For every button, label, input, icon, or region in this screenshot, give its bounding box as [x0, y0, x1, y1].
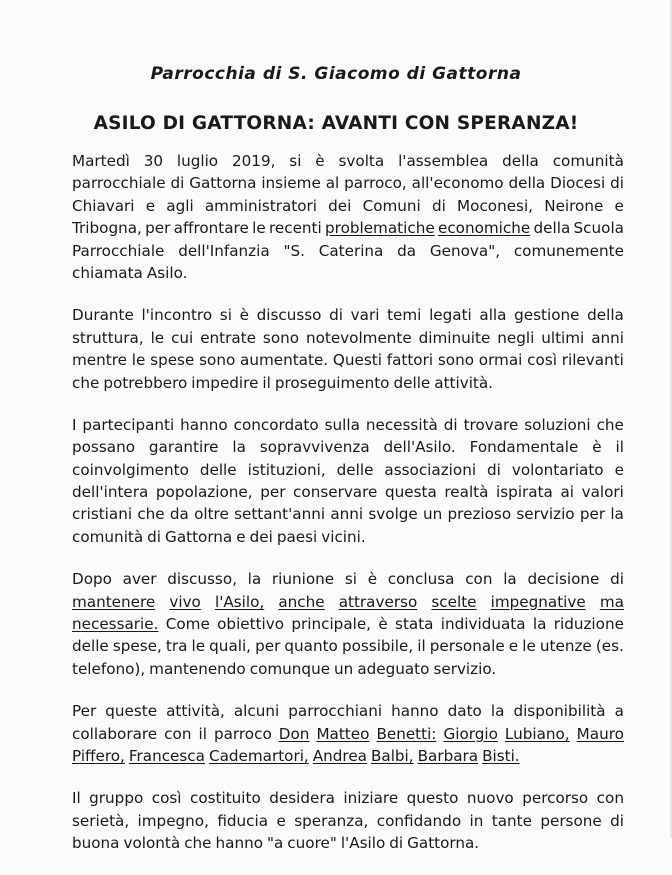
word: Gattorna [189, 174, 257, 193]
word: l'Asilo, [214, 592, 265, 611]
word: è [378, 615, 388, 634]
word: iniziare [343, 789, 399, 808]
word: l'Asilo [340, 834, 386, 853]
word: Neirone [544, 196, 604, 215]
word: servizio. [433, 659, 497, 678]
word: 2019, [231, 152, 276, 170]
word: e [508, 637, 519, 656]
word: si [344, 570, 357, 589]
word: settant'anni [234, 505, 326, 524]
word: scelte [431, 592, 477, 611]
word: parrocchiale [72, 174, 166, 193]
word: le [522, 637, 536, 656]
word: adeguato [357, 659, 430, 678]
word: cuore" [287, 834, 337, 853]
word: Questi [332, 351, 382, 370]
word: che [137, 505, 165, 524]
word: Parrocchiale [72, 241, 165, 260]
word: stata [395, 615, 434, 634]
word: cui [171, 328, 194, 347]
word: buona [72, 834, 120, 853]
word: struttura, [72, 328, 144, 347]
word: della [587, 306, 624, 325]
word: di [610, 811, 624, 830]
word: di [610, 174, 624, 193]
text-line [72, 745, 624, 767]
word: paesi [276, 527, 318, 546]
word: ultimi [541, 328, 585, 347]
word: Andrea [312, 746, 367, 765]
text-line [72, 172, 624, 194]
text-line [72, 240, 624, 262]
word: conclusa [387, 570, 455, 589]
word: principale, [291, 615, 372, 634]
word: Durante [72, 306, 134, 325]
text-line [72, 658, 624, 680]
word: da [169, 505, 189, 524]
word: da [397, 241, 417, 260]
word: dato [447, 702, 482, 721]
word: Matteo [316, 724, 370, 743]
word: Come [165, 615, 210, 634]
word: hanno [180, 415, 228, 434]
word: proseguimento [274, 373, 390, 392]
word: dei [249, 527, 273, 546]
text-line [72, 700, 624, 722]
word: coinvolgimento [72, 460, 189, 479]
word: sopravvivenza [259, 438, 370, 457]
word: Lubiano, [504, 724, 570, 743]
word: sono [262, 328, 300, 347]
word: di [443, 415, 458, 434]
word: delle [393, 373, 431, 392]
page-title: ASILO DI GATTORNA: AVANTI CON SPERANZA! [93, 113, 579, 134]
word: e [614, 196, 624, 215]
paragraph [72, 700, 624, 767]
word: realtà [444, 483, 489, 502]
text-line [72, 481, 624, 503]
word: confidando [376, 811, 462, 830]
text-line [72, 414, 624, 436]
word: sulla [324, 415, 360, 434]
word: economiche [437, 219, 531, 238]
text-line [72, 150, 624, 172]
word: rilevanti [561, 351, 624, 370]
word: è [239, 306, 249, 325]
word: per [579, 505, 606, 524]
article-body [72, 150, 624, 875]
word: sono [199, 351, 236, 370]
word: Francesca [128, 746, 205, 765]
word: disponibilità [513, 702, 606, 721]
word: mantenere [72, 592, 156, 611]
word: volontà [123, 834, 181, 853]
word: le [150, 328, 165, 347]
paragraph [72, 568, 624, 680]
word: che [596, 415, 624, 434]
word: Genova", [429, 241, 501, 260]
word: che [184, 834, 212, 853]
word: utenze [539, 637, 592, 656]
word: vicini. [321, 527, 366, 546]
word: con [465, 570, 493, 589]
word: Barbara [417, 746, 479, 765]
word: discusso [256, 306, 322, 325]
word: delle [72, 637, 109, 656]
word: legati [429, 306, 472, 325]
word: così [527, 351, 557, 370]
word: nuovo [466, 789, 514, 808]
word: Balbi, [370, 746, 414, 765]
word: parroco [213, 724, 272, 743]
word: comunità [72, 527, 144, 546]
word: Cademartori, [208, 746, 309, 765]
word: comunemente [513, 241, 624, 260]
word: servizio [516, 505, 575, 524]
word: "S. [283, 241, 305, 260]
word: di [147, 527, 162, 546]
text-line [72, 613, 624, 635]
word: luglio [176, 152, 219, 170]
word: spese [150, 351, 195, 370]
word: prezioso [447, 505, 512, 524]
word: il [417, 637, 426, 656]
word: Mauro [576, 724, 624, 743]
word: la [247, 570, 262, 589]
word: spese, [112, 637, 162, 656]
word: oltre [194, 505, 229, 524]
word: Dopo [72, 570, 112, 589]
text-line [72, 372, 624, 394]
word: popolazione, [155, 483, 253, 502]
word: in [469, 811, 484, 830]
word: possano [72, 438, 135, 457]
text-line [72, 526, 624, 548]
word: necessarie. [72, 615, 159, 634]
text-line [72, 832, 624, 854]
word: e [276, 811, 286, 830]
word: che [72, 373, 100, 392]
word: problematiche [325, 219, 435, 238]
word: la [232, 438, 246, 457]
word: Il [72, 789, 81, 808]
word: è [315, 152, 325, 170]
word: collaborare [72, 724, 158, 743]
word: entrate [200, 328, 256, 347]
word: questo [406, 789, 459, 808]
word: insieme [261, 174, 321, 193]
word: serietà, [72, 811, 130, 830]
word: desidera [269, 789, 335, 808]
word: impegno, [137, 811, 209, 830]
word: un [334, 659, 354, 678]
word: alcuni [233, 702, 280, 721]
word: il [198, 724, 207, 743]
word: Comuni [362, 196, 421, 215]
word: hanno [215, 834, 263, 853]
word: dei [328, 196, 352, 215]
word: si [289, 152, 302, 170]
word: ispirata [496, 483, 553, 502]
word: conservare [293, 483, 378, 502]
word: le [131, 351, 146, 370]
word: tante [491, 811, 532, 830]
word: di [431, 196, 446, 215]
word: speranza, [294, 811, 369, 830]
word: la [532, 615, 547, 634]
word: tra [165, 637, 188, 656]
word: amministratori [204, 196, 317, 215]
text-line [72, 327, 624, 349]
word: Piffero, [72, 746, 125, 765]
word: per [145, 219, 171, 238]
word: trovare [463, 415, 519, 434]
word: parroco, [344, 174, 407, 193]
word: Tribogna, [72, 219, 142, 238]
word: istituzioni, [247, 460, 326, 479]
word: della [508, 174, 546, 193]
word: individuata [440, 615, 526, 634]
word: temi [387, 306, 422, 325]
word: cristiani [72, 505, 133, 524]
word: 30 [143, 152, 164, 170]
word: di [170, 174, 185, 193]
word: decisione [527, 570, 600, 589]
word: Moconesi, [457, 196, 534, 215]
word: Fondamentale [469, 438, 579, 457]
word: per [255, 637, 281, 656]
word: Chiavari [72, 196, 135, 215]
word: Scuola [573, 219, 624, 238]
word: la [503, 570, 517, 589]
text-line [72, 503, 624, 525]
word: Asilo. [146, 263, 188, 282]
word: affrontare [173, 219, 249, 238]
word: soluzioni [524, 415, 591, 434]
word: aumentate. [240, 351, 329, 370]
word: garantire [148, 438, 219, 457]
word: svolta [338, 152, 385, 170]
word: di [389, 834, 404, 853]
word: le [252, 219, 266, 238]
word: è [592, 438, 602, 457]
word: sono [437, 351, 474, 370]
word: valori [581, 483, 624, 502]
word: percorso [522, 789, 589, 808]
word: potrebbero [103, 373, 188, 392]
word: all'economo [411, 174, 504, 193]
word: negli [497, 328, 535, 347]
word: diminuite [418, 328, 491, 347]
word: l'assemblea [398, 152, 489, 170]
word: fiducia [217, 811, 269, 830]
word: Gattorna [165, 527, 233, 546]
text-line [72, 635, 624, 657]
paragraph [72, 304, 624, 394]
word: telefono), [72, 659, 146, 678]
text-line [72, 459, 624, 481]
word: concordato [233, 415, 319, 434]
word: parrocchiani [288, 702, 383, 721]
word: delle [336, 460, 374, 479]
word: questa [384, 483, 437, 502]
text-line [72, 787, 624, 809]
word: notevolmente [305, 328, 412, 347]
word: I [72, 415, 77, 434]
word: attraverso [338, 592, 418, 611]
word: dell'Asilo. [383, 438, 456, 457]
word: per [260, 483, 286, 502]
text-line [72, 217, 624, 239]
word: dell'intera [72, 483, 149, 502]
word: impegnative [490, 592, 586, 611]
word: quali, [209, 637, 252, 656]
word: riduzione [553, 615, 624, 634]
word: attività, [166, 702, 225, 721]
word: gestione [514, 306, 580, 325]
word: Martedì [72, 152, 130, 170]
word: della [533, 219, 571, 238]
word: Bisti. [482, 746, 520, 765]
word: riunione [271, 570, 335, 589]
word: gruppo [89, 789, 144, 808]
word: (es. [595, 637, 624, 656]
word: vivo [169, 592, 201, 611]
word: le [191, 637, 206, 656]
word: associazioni [384, 460, 477, 479]
word: ormai [478, 351, 523, 370]
text-line [72, 262, 624, 284]
word: possibile, [341, 637, 414, 656]
word: volontariato [511, 460, 604, 479]
word: si [219, 306, 232, 325]
word: Caterina [318, 241, 384, 260]
word: Benetti: [376, 724, 437, 743]
text-line [72, 195, 624, 217]
text-line [72, 349, 624, 371]
word: Gattorna. [407, 834, 480, 853]
word: recenti [268, 219, 322, 238]
word: un [423, 505, 443, 524]
word: quanto [284, 637, 338, 656]
text-line [72, 568, 624, 590]
word: comunità [552, 152, 624, 170]
word: necessità [365, 415, 438, 434]
word: è [367, 570, 378, 589]
word: svolge [368, 505, 418, 524]
word: anni [330, 505, 364, 524]
word: Diocesi [550, 174, 606, 193]
word: Per [72, 702, 97, 721]
word: al [325, 174, 340, 193]
text-line [72, 304, 624, 326]
text-line [72, 591, 624, 613]
word: hanno [391, 702, 439, 721]
word: con [164, 724, 192, 743]
word: partecipanti [82, 415, 175, 434]
text-line [72, 810, 624, 832]
word: queste [105, 702, 158, 721]
word: a [614, 702, 624, 721]
word: il [615, 438, 624, 457]
word: anche [278, 592, 325, 611]
word: vari [350, 306, 380, 325]
word: mentre [72, 351, 127, 370]
word: attività. [434, 373, 493, 392]
text-line [72, 436, 624, 458]
word: con [596, 789, 624, 808]
word: chiamata [72, 263, 143, 282]
word: ma [599, 592, 624, 611]
paragraph [72, 414, 624, 548]
word: di [610, 570, 624, 589]
paragraph [72, 787, 624, 854]
word: alla [479, 306, 507, 325]
paragraph [72, 150, 624, 284]
word: dell'Infanzia [178, 241, 270, 260]
word: costituito [189, 789, 261, 808]
word: ai [560, 483, 574, 502]
word: comunque [249, 659, 331, 678]
text-line [72, 723, 624, 745]
word: agli [166, 196, 194, 215]
word: persone [540, 811, 602, 830]
word: discusso, [167, 570, 237, 589]
word: il [262, 373, 271, 392]
word: così [151, 789, 182, 808]
word: e [145, 196, 156, 215]
word: impedire [191, 373, 259, 392]
word: Giorgio [443, 724, 498, 743]
word: obiettivo [217, 615, 285, 634]
word: l'incontro [141, 306, 213, 325]
word: aver [122, 570, 157, 589]
word: di [487, 460, 501, 479]
word: anni [591, 328, 624, 347]
word: mantenendo [149, 659, 246, 678]
word: Don [278, 724, 310, 743]
word: di [329, 306, 343, 325]
word: fattori [386, 351, 434, 370]
parish-header: Parrocchia di S. Giacomo di Gattorna [150, 64, 522, 84]
word: la [490, 702, 505, 721]
word: delle [199, 460, 237, 479]
word: personale [429, 637, 505, 656]
word: della [502, 152, 539, 170]
word: "a [267, 834, 284, 853]
word: la [610, 505, 624, 524]
word: e [614, 460, 624, 479]
word: e [236, 527, 246, 546]
